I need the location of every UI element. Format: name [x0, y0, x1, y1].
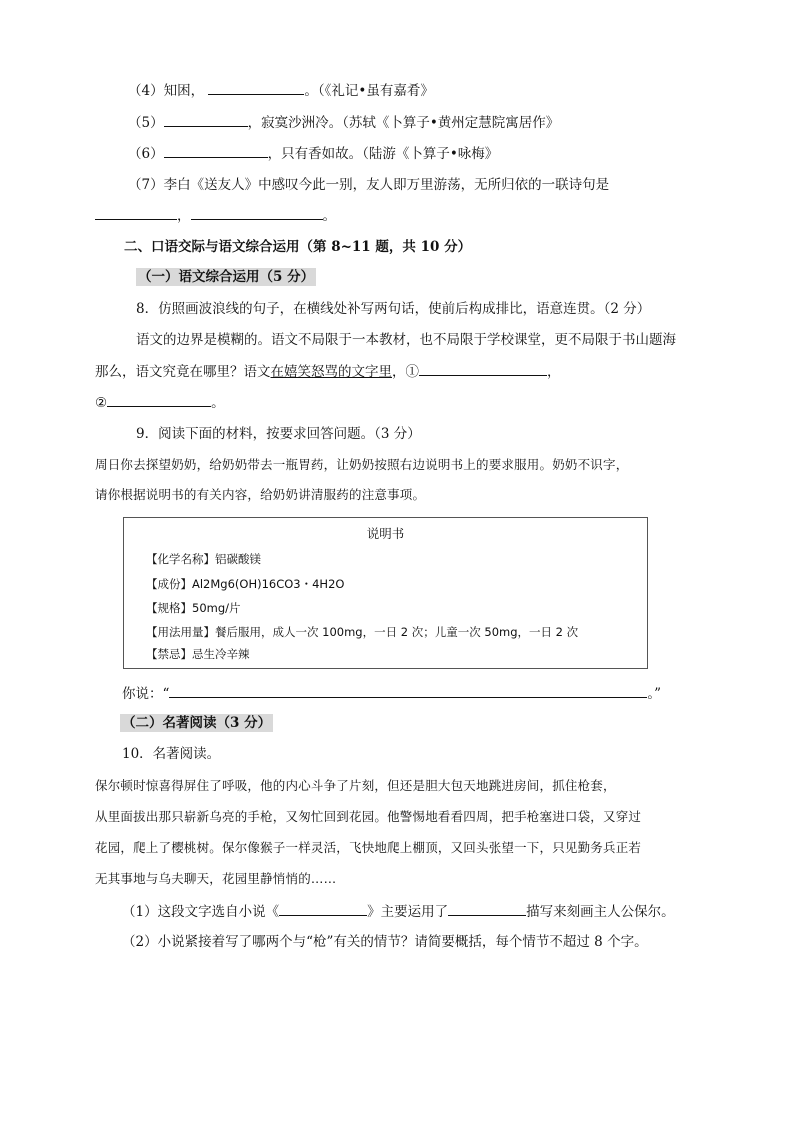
answer-blank-8-2[interactable] — [107, 393, 211, 407]
section-2-heading: 二、口语交际与语文综合运用（第 8~11 题，共 10 分） — [124, 239, 472, 255]
wavy-underlined-sentence: 在嬉笑怒骂的文字里 — [270, 364, 392, 380]
question-9-material-line-2: 请你根据说明书的有关内容，给奶奶讲清服药的注意事项。 — [95, 487, 426, 502]
question-10-prompt: 10．名著阅读。 — [122, 746, 221, 762]
part-1-heading: （一）语文综合运用（5 分） — [138, 269, 315, 285]
answer-blank-7a[interactable] — [95, 206, 177, 220]
question-10-sub-1: （1）这段文字选自小说《 》主要运用了 描写来刻画主人公保尔。 — [122, 904, 675, 920]
answer-blank-4[interactable] — [208, 81, 304, 95]
question-8-prompt: 8．仿照画波浪线的句子，在横线处补写两句话，使前后构成排比，语意连贯。（2 分） — [136, 301, 651, 317]
passage-line-1: 保尔顿时惊喜得屏住了呼吸，他的内心斗争了片刻，但还是胆大包天地跳进房间，抓住枪套， — [95, 778, 616, 793]
answer-blank-9[interactable] — [169, 684, 647, 698]
passage-line-3: 花园，爬上了樱桃树。保尔像猴子一样灵活，飞快地爬上棚顶，又回头张望一下，只见勤务兵正若 — [95, 840, 642, 855]
leaflet-row: 【规格】50mg/片 — [146, 601, 241, 615]
question-4: （4）知困， 。（《礼记•虽有嘉肴》 — [128, 83, 434, 99]
instruction-leaflet-box — [123, 517, 648, 669]
question-7-answer-line: ， 。 — [95, 206, 336, 225]
passage-line-2: 从里面拔出那只崭新乌亮的手枪，又匆忙回到花园。他警惕地看看四周，把手枪塞进口袋，又穿过 — [95, 809, 642, 824]
leaflet-title: 说明书 — [366, 526, 405, 541]
answer-blank-6[interactable] — [164, 144, 268, 158]
answer-blank-10-technique[interactable] — [448, 902, 526, 916]
question-9-material-line-1: 周日你去探望奶奶，给奶奶带去一瓶胃药，让奶奶按照右边说明书上的要求服用。奶奶不识字， — [95, 457, 629, 472]
answer-blank-8-1[interactable] — [419, 362, 547, 376]
question-9-prompt: 9．阅读下面的材料，按要求回答问题。（3 分） — [136, 426, 421, 442]
passage-line-4: 无其事地与乌夫聊天，花园里静悄悄的…… — [95, 871, 337, 886]
question-8-line-3: ② 。 — [95, 395, 225, 411]
question-7: （7）李白《送友人》中感叹今此一别，友人即万里游荡，无所归依的一联诗句是 — [128, 177, 610, 193]
leaflet-row: 【用法用量】餐后服用，成人一次 100mg，一日 2 次；儿童一次 50mg，一日 2 次 — [146, 625, 579, 639]
answer-blank-7b[interactable] — [191, 206, 323, 220]
answer-blank-5[interactable] — [164, 113, 248, 127]
part-2-heading: （二）名著阅读（3 分） — [122, 715, 272, 731]
question-10-sub-2: （2）小说紧接着写了哪两个与“枪”有关的情节？请简要概括，每个情节不超过 8 个字。 — [122, 934, 648, 950]
answer-blank-10-book[interactable] — [279, 902, 367, 916]
question-6: （6） ，只有香如故。（陆游《卜算子•咏梅》 — [128, 146, 499, 162]
leaflet-row: 【禁忌】忌生冷辛辣 — [146, 647, 250, 661]
leaflet-row: 【成份】Al2Mg6(OH)16CO3・4H2O — [146, 577, 345, 591]
question-9-answer-line: 你说：“ 。” — [122, 686, 662, 702]
leaflet-row: 【化学名称】铝碳酸镁 — [146, 552, 261, 566]
question-5: （5） ，寂寞沙洲冷。（苏轼《卜算子•黄州定慧院寓居作》 — [128, 115, 560, 131]
question-8-line-2: 那么，语文究竟在哪里？语文在嬉笑怒骂的文字里，① ， — [95, 364, 561, 380]
question-8-line-1: 语文的边界是模糊的。语文不局限于一本教材，也不局限于学校课堂，更不局限于书山题海 — [136, 332, 676, 348]
